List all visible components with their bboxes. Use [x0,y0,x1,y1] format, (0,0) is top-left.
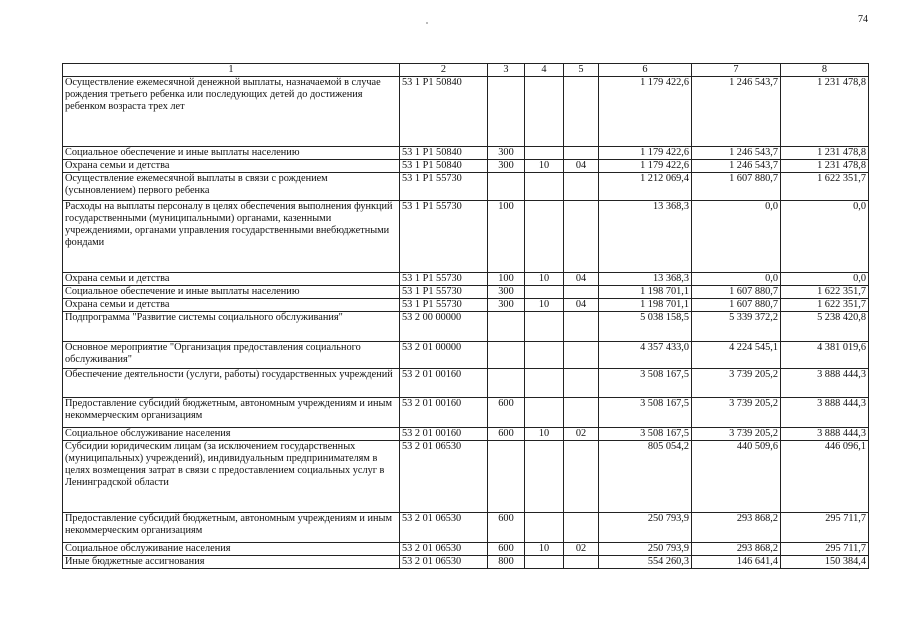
row-value-6: 1 179 422,6 [599,77,692,147]
row-value-6: 1 198 701,1 [599,286,692,299]
table-row [63,173,869,201]
row-col4 [525,398,564,428]
row-value-8: 1 231 478,8 [781,77,869,147]
row-value-8: 150 384,4 [781,556,869,569]
row-code: 53 2 01 06530 [400,441,488,513]
row-col3: 600 [488,398,525,428]
column-header: 6 [599,64,692,77]
row-col3: 300 [488,299,525,312]
row-name: Социальное обслуживание населения [63,428,400,441]
table-row [63,147,869,160]
row-code: 53 2 01 00160 [400,428,488,441]
table-header-row [63,64,869,77]
row-value-7: 3 739 205,2 [692,398,781,428]
row-col5: 04 [564,160,599,173]
row-value-7: 1 246 543,7 [692,77,781,147]
column-header: 4 [525,64,564,77]
row-name: Социальное обеспечение и иные выплаты населению [63,286,400,299]
row-name: Охрана семьи и детства [63,160,400,173]
row-value-8: 446 096,1 [781,441,869,513]
row-value-7: 3 739 205,2 [692,428,781,441]
row-col3: 300 [488,286,525,299]
row-value-7: 1 607 880,7 [692,299,781,312]
row-col4: 10 [525,299,564,312]
row-col4: 10 [525,543,564,556]
row-name: Социальное обеспечение и иные выплаты населению [63,147,400,160]
row-col3 [488,342,525,369]
row-code: 53 2 01 06530 [400,556,488,569]
row-code: 53 1 P1 55730 [400,201,488,273]
row-col4 [525,513,564,543]
row-value-6: 1 179 422,6 [599,147,692,160]
row-name: Осуществление ежемесячной денежной выплаты, назначаемой в случае рождения третьего ребенка или последующих детей до достижения ребенком возраста трех лет [63,77,400,147]
row-col5 [564,147,599,160]
row-code: 53 2 00 00000 [400,312,488,342]
row-value-8: 1 622 351,7 [781,299,869,312]
column-header: 1 [63,64,400,77]
row-col3 [488,312,525,342]
row-value-6: 805 054,2 [599,441,692,513]
row-value-7: 293 868,2 [692,543,781,556]
row-code: 53 2 01 00160 [400,369,488,398]
row-value-6: 4 357 433,0 [599,342,692,369]
row-col5 [564,441,599,513]
row-col4: 10 [525,160,564,173]
row-value-6: 3 508 167,5 [599,428,692,441]
table-row [63,201,869,273]
row-value-8: 0,0 [781,201,869,273]
row-value-8: 1 622 351,7 [781,286,869,299]
row-col4 [525,173,564,201]
row-col3 [488,369,525,398]
row-value-7: 1 246 543,7 [692,147,781,160]
row-col5: 04 [564,273,599,286]
row-code: 53 2 01 00000 [400,342,488,369]
row-name: Обеспечение деятельности (услуги, работы) государственных учреждений [63,369,400,398]
row-value-8: 3 888 444,3 [781,398,869,428]
table-row [63,556,869,569]
table-row [63,273,869,286]
row-col5 [564,398,599,428]
row-name: Субсидии юридическим лицам (за исключением государственных (муниципальных) учреждений), индивидуальным предпринимателям в целях возмещения затрат в связи с предоставлением социальных услуг в Ленинградской области [63,441,400,513]
row-name: Подпрограмма "Развитие системы социального обслуживания" [63,312,400,342]
row-col3 [488,77,525,147]
row-value-8: 1 231 478,8 [781,160,869,173]
budget-table [62,63,869,569]
row-name: Предоставление субсидий бюджетным, автономным учреждениям и иным некоммерческим организациям [63,398,400,428]
row-value-7: 1 246 543,7 [692,160,781,173]
row-value-7: 293 868,2 [692,513,781,543]
row-col3: 800 [488,556,525,569]
row-col5 [564,556,599,569]
row-name: Основное мероприятие "Организация предоставления социального обслуживания" [63,342,400,369]
table-row [63,286,869,299]
table-row [63,160,869,173]
row-col5 [564,77,599,147]
row-value-6: 1 198 701,1 [599,299,692,312]
row-value-8: 4 381 019,6 [781,342,869,369]
row-value-7: 4 224 545,1 [692,342,781,369]
row-name: Осуществление ежемесячной выплаты в связи с рождением (усыновлением) первого ребенка [63,173,400,201]
row-col3: 300 [488,147,525,160]
table-row [63,312,869,342]
row-col4 [525,369,564,398]
row-col4 [525,77,564,147]
row-col4 [525,147,564,160]
table-row [63,441,869,513]
table-row [63,398,869,428]
row-value-6: 13 368,3 [599,273,692,286]
row-col5 [564,312,599,342]
row-col5 [564,369,599,398]
row-col3: 300 [488,160,525,173]
row-col3 [488,173,525,201]
row-col3: 600 [488,428,525,441]
scan-speck [426,22,428,24]
row-code: 53 2 01 06530 [400,513,488,543]
row-value-8: 295 711,7 [781,513,869,543]
row-code: 53 1 P1 50840 [400,77,488,147]
row-name: Иные бюджетные ассигнования [63,556,400,569]
column-header: 7 [692,64,781,77]
row-value-6: 1 179 422,6 [599,160,692,173]
row-value-6: 250 793,9 [599,543,692,556]
row-value-7: 1 607 880,7 [692,286,781,299]
row-value-7: 3 739 205,2 [692,369,781,398]
row-value-6: 3 508 167,5 [599,369,692,398]
row-value-7: 1 607 880,7 [692,173,781,201]
table-row [63,543,869,556]
row-value-8: 1 622 351,7 [781,173,869,201]
row-name: Расходы на выплаты персоналу в целях обеспечения выполнения функций государственными (муниципальными) органами, казенными учреждениями, органами управления государственными внебюджетными фондами [63,201,400,273]
row-col4 [525,441,564,513]
row-value-6: 554 260,3 [599,556,692,569]
row-code: 53 1 P1 55730 [400,173,488,201]
row-value-6: 13 368,3 [599,201,692,273]
row-col3: 600 [488,543,525,556]
row-col5 [564,286,599,299]
row-value-7: 146 641,4 [692,556,781,569]
row-name: Охрана семьи и детства [63,273,400,286]
row-value-7: 0,0 [692,273,781,286]
row-value-6: 3 508 167,5 [599,398,692,428]
row-code: 53 1 P1 50840 [400,147,488,160]
row-col4 [525,286,564,299]
row-value-8: 295 711,7 [781,543,869,556]
row-col3: 600 [488,513,525,543]
row-name: Охрана семьи и детства [63,299,400,312]
row-value-7: 5 339 372,2 [692,312,781,342]
row-col5 [564,342,599,369]
row-col5 [564,513,599,543]
table-row [63,513,869,543]
row-col5 [564,201,599,273]
page-number: 74 [858,14,868,25]
row-col4 [525,312,564,342]
row-name: Предоставление субсидий бюджетным, автономным учреждениям и иным некоммерческим организациям [63,513,400,543]
row-code: 53 1 P1 50840 [400,160,488,173]
row-col3: 100 [488,273,525,286]
row-value-8: 3 888 444,3 [781,428,869,441]
table-row [63,77,869,147]
row-value-8: 5 238 420,8 [781,312,869,342]
row-code: 53 1 P1 55730 [400,299,488,312]
row-col4 [525,201,564,273]
table-row [63,342,869,369]
row-col5: 04 [564,299,599,312]
row-col5 [564,173,599,201]
row-code: 53 1 P1 55730 [400,286,488,299]
column-header: 3 [488,64,525,77]
row-col5: 02 [564,543,599,556]
row-value-8: 1 231 478,8 [781,147,869,160]
row-code: 53 2 01 00160 [400,398,488,428]
column-header: 5 [564,64,599,77]
row-value-6: 250 793,9 [599,513,692,543]
table-row [63,299,869,312]
table-row [63,369,869,398]
row-value-8: 0,0 [781,273,869,286]
row-value-7: 0,0 [692,201,781,273]
row-code: 53 1 P1 55730 [400,273,488,286]
row-col4: 10 [525,273,564,286]
row-col4 [525,556,564,569]
row-value-8: 3 888 444,3 [781,369,869,398]
table-row [63,428,869,441]
row-col4: 10 [525,428,564,441]
row-value-6: 1 212 069,4 [599,173,692,201]
row-name: Социальное обслуживание населения [63,543,400,556]
column-header: 2 [400,64,488,77]
row-col5: 02 [564,428,599,441]
row-col3 [488,441,525,513]
row-col3: 100 [488,201,525,273]
row-value-7: 440 509,6 [692,441,781,513]
column-header: 8 [781,64,869,77]
row-code: 53 2 01 06530 [400,543,488,556]
row-value-6: 5 038 158,5 [599,312,692,342]
row-col4 [525,342,564,369]
